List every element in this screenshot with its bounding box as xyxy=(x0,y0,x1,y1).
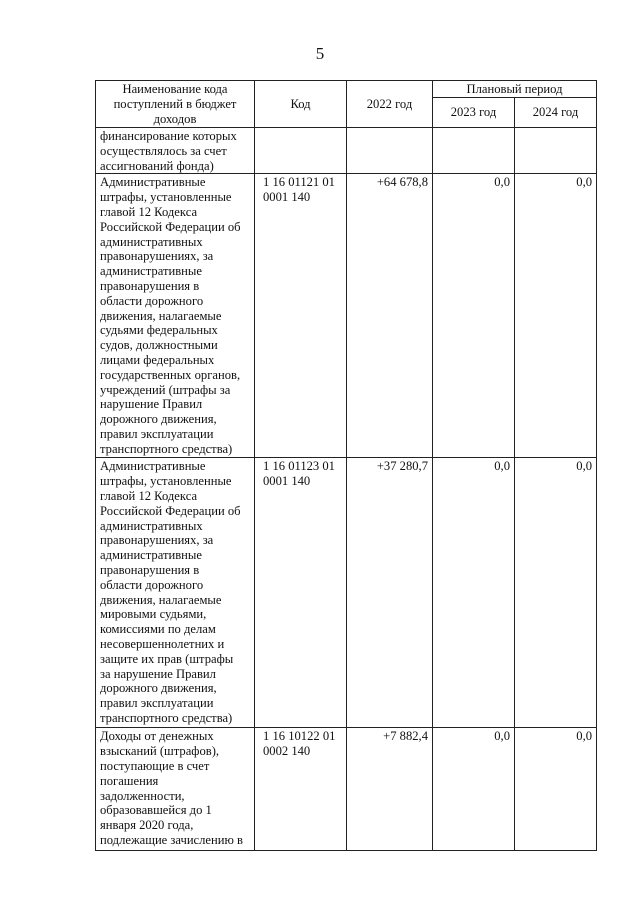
header-name: Наименование кода поступлений в бюджет доходов xyxy=(96,81,255,128)
cell-2023: 0,0 xyxy=(433,174,515,458)
cell-2022: +37 280,7 xyxy=(347,458,433,728)
header-year-2022: 2022 год xyxy=(347,81,433,128)
table-row xyxy=(96,174,597,458)
cell-name: Доходы от денежных взысканий (штрафов), поступающие в счет погашения задолженности, образовавшейся до 1 января 2020 года, подлежащие зачислению в xyxy=(96,728,255,851)
cell-code: 1 16 10122 01 0002 140 xyxy=(255,728,347,851)
cell-2022: +7 882,4 xyxy=(347,728,433,851)
cell-2022 xyxy=(347,128,433,174)
header-year-2023: 2023 год xyxy=(433,98,515,128)
cell-2024 xyxy=(515,128,597,174)
cell-name: Административные штрафы, установленные главой 12 Кодекса Российской Федерации об административных правонарушениях, за административные правонарушения в области дорожного движения, налагаемые мировыми судьями, комиссиями по делам несовершеннолетних и защите их прав (штрафы за нарушение Правил дорожного движения, правил эксплуатации транспортного средства) xyxy=(96,458,255,728)
cell-2024: 0,0 xyxy=(515,728,597,851)
cell-2023 xyxy=(433,128,515,174)
cell-name: Административные штрафы, установленные главой 12 Кодекса Российской Федерации об административных правонарушениях, за административные правонарушения в области дорожного движения, налагаемые судьями федеральных судов, должностными лицами федеральных государственных органов, учреждений (штрафы за нарушение Правил дорожного движения, правил эксплуатации транспортного средства) xyxy=(96,174,255,458)
header-year-2024: 2024 год xyxy=(515,98,597,128)
cell-code xyxy=(255,128,347,174)
header-planned-period: Плановый период xyxy=(433,81,597,98)
cell-2024: 0,0 xyxy=(515,458,597,728)
table-header xyxy=(96,81,597,128)
table-row xyxy=(96,728,597,851)
cell-2023: 0,0 xyxy=(433,458,515,728)
cell-name: финансирование которых осуществлялось за счет ассигнований фонда) xyxy=(96,128,255,174)
table-row xyxy=(96,128,597,174)
cell-2023: 0,0 xyxy=(433,728,515,851)
page-number: 5 xyxy=(315,44,325,63)
cell-code: 1 16 01121 01 0001 140 xyxy=(255,174,347,458)
header-code: Код xyxy=(255,81,347,128)
table-body xyxy=(96,128,597,851)
cell-code: 1 16 01123 01 0001 140 xyxy=(255,458,347,728)
cell-2022: +64 678,8 xyxy=(347,174,433,458)
table-row xyxy=(96,458,597,728)
revenue-table xyxy=(95,80,597,851)
cell-2024: 0,0 xyxy=(515,174,597,458)
